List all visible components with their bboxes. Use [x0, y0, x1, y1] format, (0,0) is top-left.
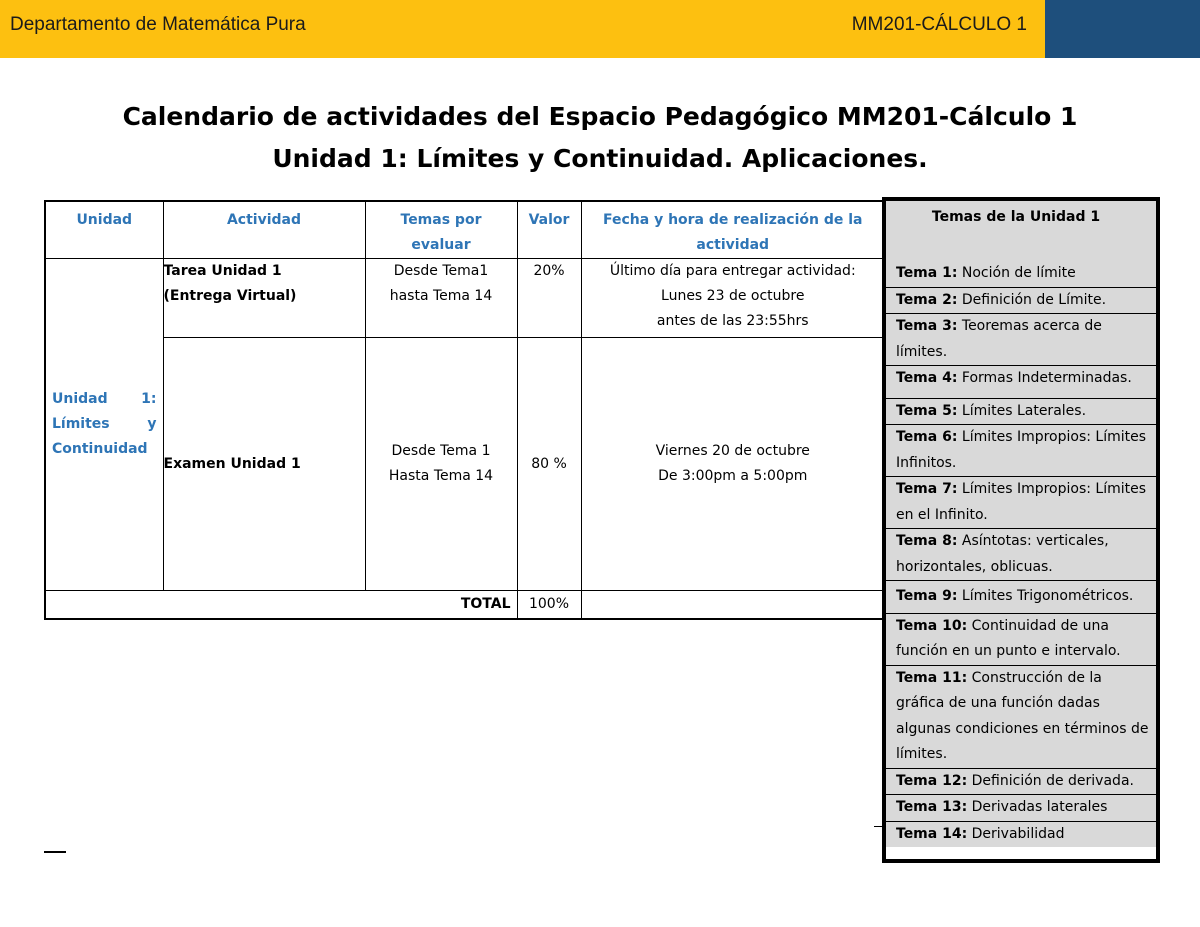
actividad-examen [163, 338, 365, 591]
table-row [45, 338, 885, 591]
page-title: Calendario de actividades del Espacio Pedagógico MM201-Cálculo 1 [122, 102, 1078, 131]
tema-label: Tema 11: [896, 669, 968, 686]
tema-text: Asíntotas: verticales, horizontales, oblicuas. [896, 533, 1109, 575]
tema-text: Formas Indeterminadas. [961, 370, 1132, 386]
tema-label: Tema 2: [896, 291, 958, 308]
table-header-row [45, 201, 885, 259]
actividad-tarea [163, 259, 365, 338]
actividad-line: Tarea Unidad 1 [163, 263, 282, 279]
temas-line: hasta Tema 14 [389, 288, 493, 304]
header-temas-text: Temas por evaluar [400, 212, 482, 253]
tema-text: Límites Impropios: Límites en el Infinito. [896, 481, 1147, 523]
tema-text: Límites Impropios: Límites Infinitos. [896, 429, 1147, 471]
tema-label: Tema 8: [896, 533, 958, 549]
tema-item [886, 666, 1156, 769]
department-name: Departamento de Matemática Pura [10, 14, 306, 35]
tema-item [886, 477, 1156, 529]
unidad-limites: Límites [52, 416, 110, 432]
total-value: 100% [517, 591, 581, 619]
tema-label: Tema 12: [896, 772, 968, 789]
fecha-line: antes de las 23:55hrs [656, 313, 809, 329]
fecha-tarea [581, 259, 885, 338]
header-actividad: Actividad [163, 201, 365, 259]
temas-list [886, 261, 1156, 847]
header-fecha [581, 201, 885, 259]
tema-label: Tema 13: [896, 799, 968, 815]
total-label: TOTAL [45, 591, 517, 619]
tema-label: Tema 5: [896, 402, 958, 419]
activity-calendar-table [44, 200, 886, 620]
tema-item [886, 529, 1156, 581]
tema-label: Tema 14: [896, 825, 968, 842]
tema-item [886, 795, 1156, 822]
fecha-examen [581, 338, 885, 591]
tema-text: Derivabilidad [971, 825, 1065, 842]
tema-item [886, 822, 1156, 848]
total-empty-cell [581, 591, 885, 619]
temas-line: Hasta Tema 14 [388, 468, 494, 484]
tema-text: Definición de derivada. [971, 772, 1134, 789]
actividad-line: (Entrega Virtual) [163, 288, 297, 304]
small-rule [874, 826, 882, 827]
tema-label: Tema 3: [896, 318, 958, 334]
unidad-number: 1: [141, 391, 157, 407]
tema-item [886, 425, 1156, 477]
temas-line: Desde Tema1 [393, 263, 489, 279]
tema-item [886, 399, 1156, 426]
tema-label: Tema 10: [896, 617, 968, 634]
tema-text: Definición de Límite. [961, 291, 1107, 308]
footer-dash [44, 851, 66, 853]
fecha-line: Viernes 20 de octubre [655, 443, 810, 459]
unidad-word: Unidad [52, 391, 108, 407]
tema-text: Noción de límite [961, 265, 1076, 281]
header-temas [365, 201, 517, 259]
unidad-y: y [147, 416, 157, 432]
tema-label: Tema 7: [896, 481, 958, 497]
unidad-continuidad: Continuidad [52, 441, 148, 457]
tema-label: Tema 1: [896, 265, 958, 281]
tema-text: Derivadas laterales [971, 799, 1108, 815]
tema-item [886, 366, 1156, 399]
temas-header [886, 201, 1156, 261]
total-row [45, 591, 885, 619]
tema-text: Construcción de la gráfica de una función dadas algunas condiciones en términos de límites. [896, 669, 1149, 762]
tema-text: Límites Trigonométricos. [961, 588, 1134, 604]
valor-tarea: 20% [517, 259, 581, 338]
unidad-cell [45, 259, 163, 591]
tema-item [886, 261, 1156, 288]
tema-item [886, 614, 1156, 666]
course-code: MM201-CÁLCULO 1 [851, 14, 1027, 35]
temas-examen [365, 338, 517, 591]
fecha-line: Lunes 23 de octubre [661, 288, 805, 304]
tema-label: Tema 9: [896, 588, 958, 604]
header-bar [0, 0, 1045, 58]
fecha-line: Último día para entregar actividad: [609, 263, 856, 279]
temas-panel [882, 197, 1160, 863]
tema-item [886, 769, 1156, 796]
tema-text: Continuidad de una función en un punto e intervalo. [896, 617, 1121, 659]
temas-heading: Temas de la Unidad 1 [931, 209, 1101, 225]
header-fecha-text: Fecha y hora de realización de la actividad [602, 212, 863, 253]
tema-item [886, 581, 1156, 614]
tema-label: Tema 4: [896, 370, 958, 386]
fecha-line: De 3:00pm a 5:00pm [658, 468, 808, 484]
valor-examen: 80 % [517, 338, 581, 591]
tema-text: Teoremas acerca de límites. [896, 318, 1102, 360]
unidad-label [46, 387, 163, 462]
header-valor: Valor [517, 201, 581, 259]
table-row [45, 259, 885, 338]
tema-item [886, 288, 1156, 315]
tema-label: Tema 6: [896, 429, 958, 445]
actividad-line: Examen Unidad 1 [163, 455, 301, 472]
temas-line: Desde Tema 1 [391, 443, 491, 459]
page-subtitle: Unidad 1: Límites y Continuidad. Aplicaciones. [272, 144, 928, 173]
header-unidad: Unidad [45, 201, 163, 259]
header-accent-block [1045, 0, 1200, 58]
tema-item [886, 314, 1156, 366]
temas-tarea [365, 259, 517, 338]
tema-text: Límites Laterales. [961, 402, 1087, 419]
